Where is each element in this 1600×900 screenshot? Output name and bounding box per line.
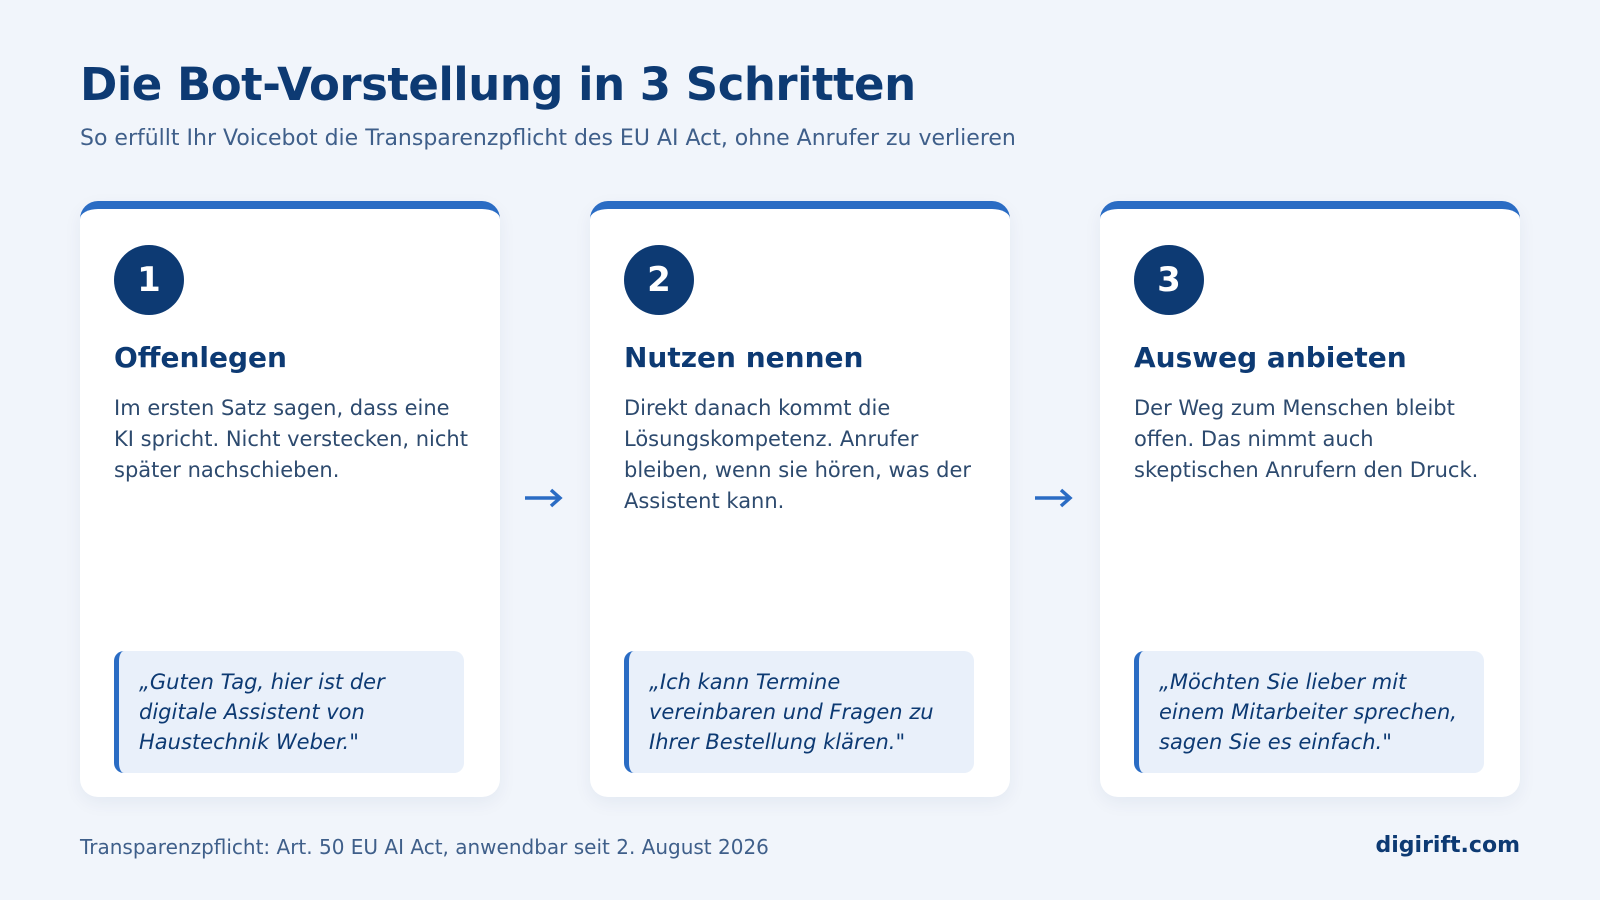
step-description: Im ersten Satz sagen, dass eine KI spricht. Nicht verstecken, nicht später nachschieben. <box>114 396 468 482</box>
arrow-right-icon <box>523 486 567 510</box>
step-title: Nutzen nennen <box>624 341 864 374</box>
step-title: Ausweg anbieten <box>1134 341 1407 374</box>
step-card-2 <box>590 201 1010 797</box>
step-description: Der Weg zum Menschen bleibt offen. Das nimmt auch skeptischen Anrufern den Druck. <box>1134 396 1479 482</box>
brand-logo: digirift.com <box>1375 833 1520 858</box>
step-number-badge: 3 <box>1134 245 1204 315</box>
step-number-badge: 1 <box>114 245 184 315</box>
step-card-1 <box>80 201 500 797</box>
arrow-right-icon <box>1033 486 1077 510</box>
page-subtitle: So erfüllt Ihr Voicebot die Transparenzpflicht des EU AI Act, ohne Anrufer zu verlieren <box>80 126 1016 151</box>
example-quote: „Ich kann Termine vereinbaren und Fragen zu Ihrer Bestellung klären." <box>624 651 974 773</box>
step-number-badge: 2 <box>624 245 694 315</box>
step-description: Direkt danach kommt die Lösungskompetenz. Anrufer bleiben, wenn sie hören, was der Assistent kann. <box>624 396 972 513</box>
example-quote: „Möchten Sie lieber mit einem Mitarbeiter sprechen, sagen Sie es einfach." <box>1134 651 1484 773</box>
step-card-3 <box>1100 201 1520 797</box>
step-title: Offenlegen <box>114 341 287 374</box>
footer-note: Transparenzpflicht: Art. 50 EU AI Act, anwendbar seit 2. August 2026 <box>80 835 769 859</box>
page-title: Die Bot-Vorstellung in 3 Schritten <box>80 58 916 111</box>
example-quote: „Guten Tag, hier ist der digitale Assistent von Haustechnik Weber." <box>114 651 464 773</box>
